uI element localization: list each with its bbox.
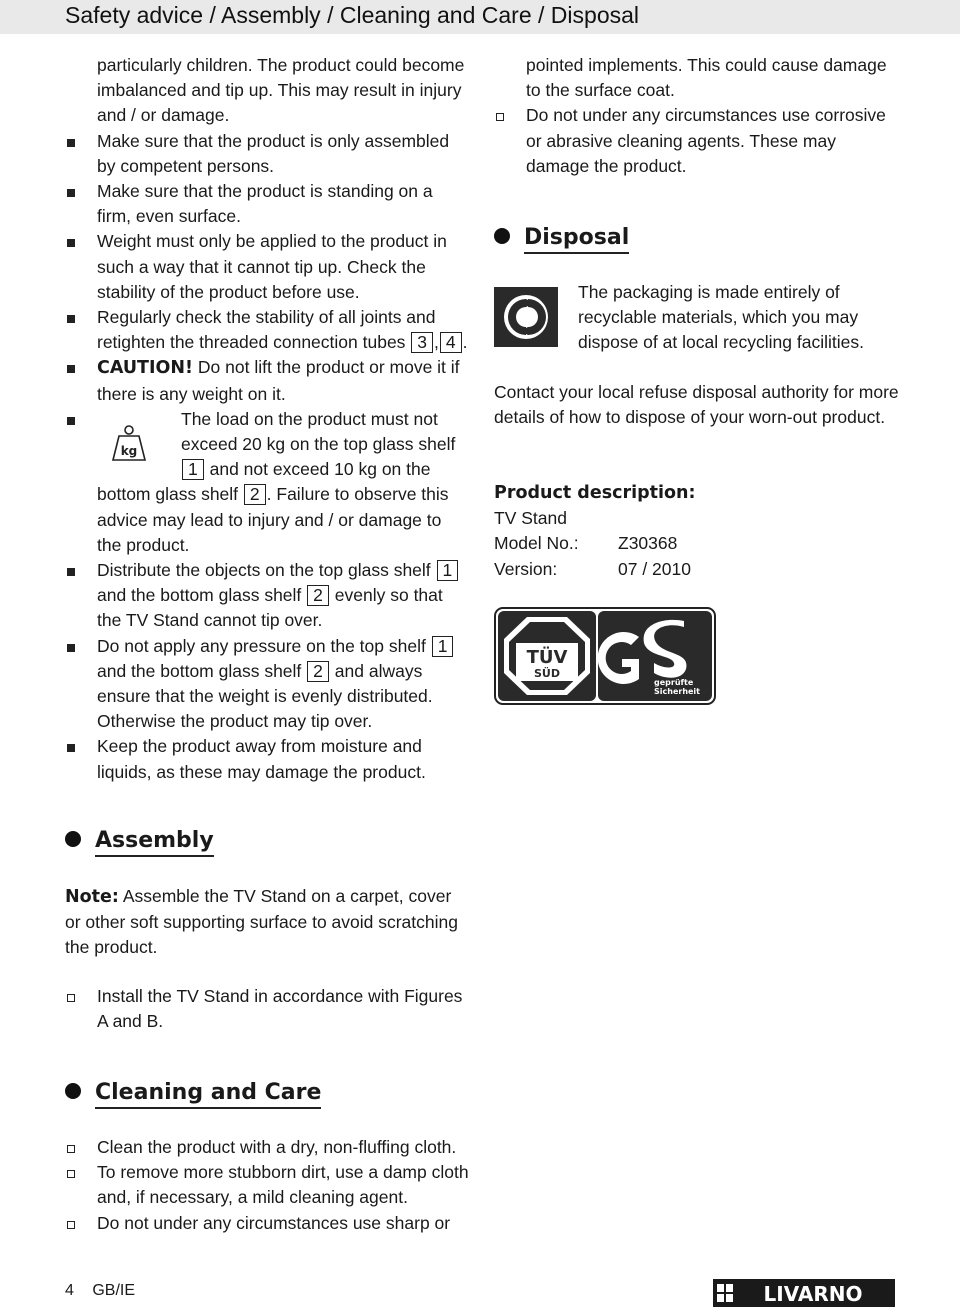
note-label: Note: xyxy=(65,887,119,907)
safety-item: Weight must only be applied to the product in such a way that it cannot tip up. Check the stability of the product before use. xyxy=(65,229,470,305)
part-reference: 1 xyxy=(182,459,204,480)
part-reference: 1 xyxy=(437,560,459,581)
cleaning-item: To remove more stubborn dirt, use a damp cloth and, if necessary, a mild cleaning agent. xyxy=(65,1160,470,1210)
contact-text: Contact your local refuse disposal authority for more details of how to dispose of your worn-out product. xyxy=(494,382,899,428)
safety-item: Do not apply any pressure on the top shelf 1 and the bottom glass shelf 2 and always ensure that the weight is evenly distributed. Otherwise the product may tip over. xyxy=(65,634,470,735)
left-column xyxy=(65,53,470,785)
disposal-heading: Disposal xyxy=(494,225,629,250)
assembly-note: Note: Assemble the TV Stand on a carpet, cover or other soft supporting surface to avoid scratching the product. xyxy=(65,886,458,958)
safety-item: The load on the product must not exceed 20 kg on the top glass shelf 1 and not exceed 10 kg on the bottom glass shelf 2 . Failure to observe this advice may lead to injury and / or damage to the product. xyxy=(65,407,470,558)
part-reference: 2 xyxy=(307,661,329,682)
svg-text:Sicherheit: Sicherheit xyxy=(654,687,700,696)
page-title: Safety advice / Assembly / Cleaning and Care / Disposal xyxy=(65,2,640,28)
packaging-text: The packaging is made entirely of recyclable materials, which you may dispose of at local recycling facilities. xyxy=(578,282,864,353)
tuv-gs-certification-logo xyxy=(494,607,716,705)
livarno-logo xyxy=(713,1279,895,1307)
section-bullet-icon xyxy=(65,831,81,847)
safety-item: Make sure that the product is standing on a firm, even surface. xyxy=(65,179,470,229)
cleaning-list-continued xyxy=(494,103,904,179)
cleaning-continued: pointed implements. This could cause damage to the surface coat. xyxy=(526,55,887,101)
assembly-steps xyxy=(65,984,470,1034)
intro-text: particularly children. The product could become imbalanced and tip up. This may result in injury and / or damage. xyxy=(97,55,465,126)
green-dot-recycling-icon xyxy=(494,287,558,347)
safety-item: Make sure that the product is only assembled by competent persons. xyxy=(65,129,470,179)
model-number: Model No.: Z30368 xyxy=(494,533,678,554)
svg-text:LIVARNO: LIVARNO xyxy=(763,1282,863,1306)
product-description-title: Product description: xyxy=(494,483,696,503)
cleaning-item: Clean the product with a dry, non-fluffing cloth. xyxy=(65,1135,470,1160)
safety-item: CAUTION! Do not lift the product or move it if there is any weight on it. xyxy=(65,355,470,406)
part-reference: 3 xyxy=(411,332,433,353)
part-reference: 1 xyxy=(432,636,454,657)
part-reference: 2 xyxy=(307,585,329,606)
svg-text:SÜD: SÜD xyxy=(534,667,560,680)
safety-item: Distribute the objects on the top glass shelf 1 and the bottom glass shelf 2 evenly so that the TV Stand cannot tip over. xyxy=(65,558,470,634)
svg-text:geprüfte: geprüfte xyxy=(654,678,694,687)
cleaning-item: Do not under any circumstances use sharp or xyxy=(65,1211,470,1236)
section-bullet-icon xyxy=(494,228,510,244)
page-footer xyxy=(65,1282,149,1300)
cleaning-heading: Cleaning and Care xyxy=(65,1080,321,1105)
svg-text:TÜV: TÜV xyxy=(526,647,568,668)
version: Version: 07 / 2010 xyxy=(494,558,691,579)
product-name: TV Stand xyxy=(494,508,567,529)
caution-label: CAUTION! xyxy=(97,358,194,379)
section-bullet-icon xyxy=(65,1083,81,1099)
part-reference: 2 xyxy=(244,484,266,505)
cleaning-item: Do not under any circumstances use corrosive or abrasive cleaning agents. These may damage the product. xyxy=(494,103,904,179)
part-reference: 4 xyxy=(440,332,462,353)
cleaning-list xyxy=(65,1135,470,1236)
weight-kg-icon xyxy=(105,424,153,462)
assembly-step: Install the TV Stand in accordance with Figures A and B. xyxy=(65,984,470,1034)
svg-text:kg: kg xyxy=(120,444,138,458)
product-description xyxy=(494,481,904,582)
safety-item: Keep the product away from moisture and liquids, as these may damage the product. xyxy=(65,734,470,784)
assembly-heading: Assembly xyxy=(65,828,214,853)
safety-item: Regularly check the stability of all joints and retighten the threaded connection tubes 3 , 4 . xyxy=(65,305,470,355)
page-number: 4 xyxy=(65,1282,74,1299)
page-header xyxy=(0,0,960,34)
right-column xyxy=(494,53,904,179)
region-code: GB/IE xyxy=(92,1282,136,1299)
